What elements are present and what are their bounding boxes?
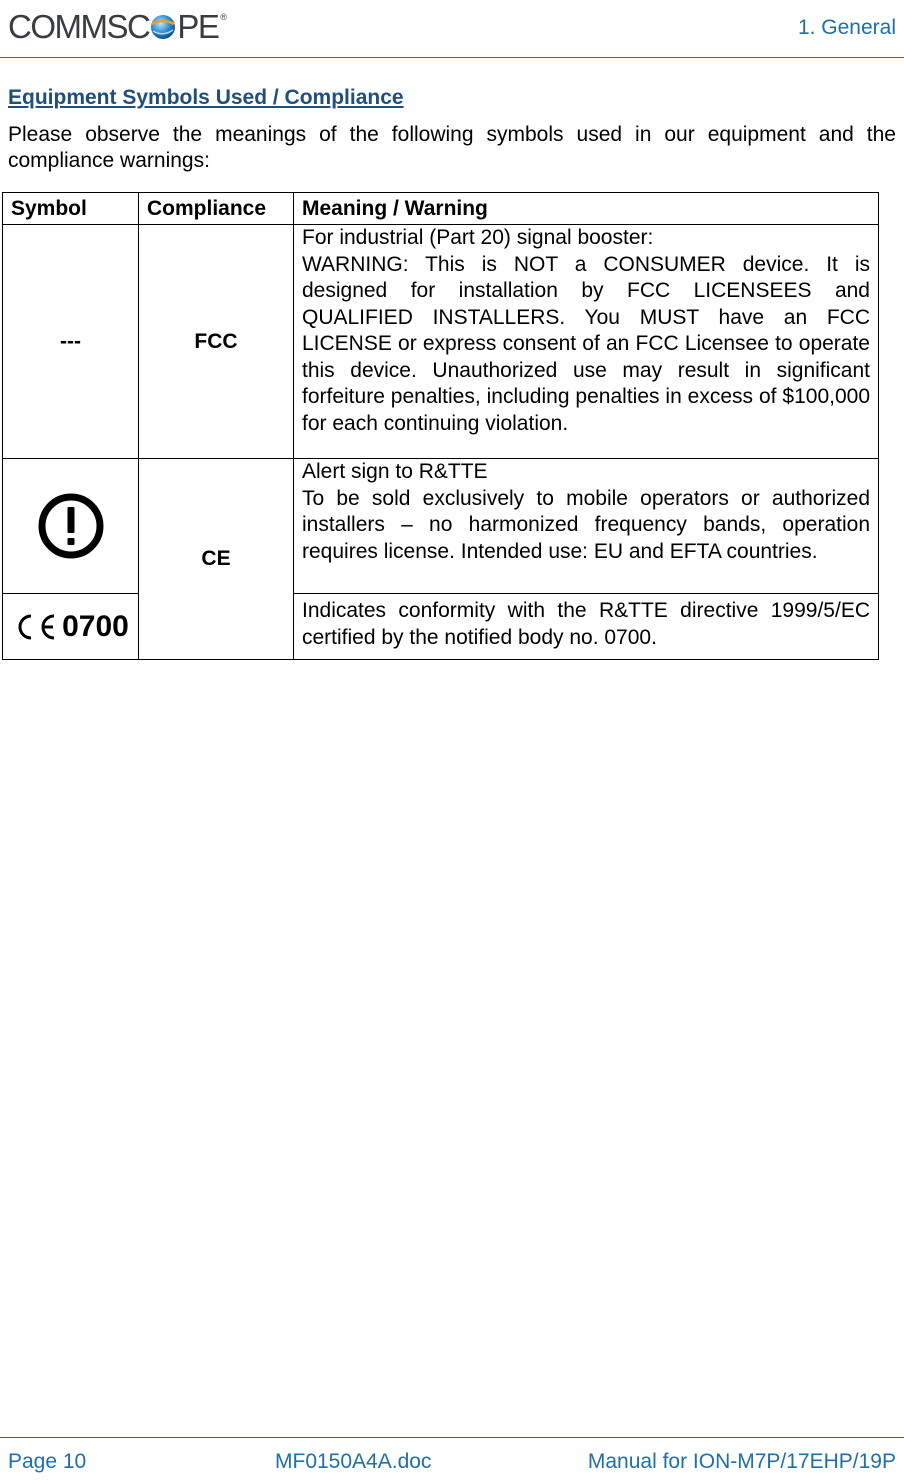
ce-mark-icon [12,612,58,642]
section-title: Equipment Symbols Used / Compliance [8,86,404,109]
header-symbol: Symbol [3,193,139,225]
ce-mark [7,610,134,644]
manual-title: Manual for ION-M7P/17EHP/19P [587,1450,896,1473]
compliance-cell: FCC [139,225,294,459]
meaning-body: To be sold exclusively to mobile operators or authorized installers – no harmonized frequency bands, operation requires license. Intended use: EU and EFTA countries. [302,486,870,563]
meaning-cell [294,225,879,459]
compliance-cell: CE [139,459,294,660]
logo-text-left: COMMSC [8,8,150,45]
globe-icon [149,12,177,42]
page-number: Page 10 [8,1450,87,1473]
meaning-body: WARNING: This is NOT a CONSUMER device. It is designed for installation by FCC LICENSEES and QUALIFIED INSTALLERS. You MUST have an FCC LICENSE or express consent of an FCC Licensee to operate this device. Unauthorized use may result in significant forfeiture penalties, including penalties in excess of $100,000 for each continuing violation. [302,252,870,435]
header-meaning: Meaning / Warning [294,193,879,225]
meaning-cell [294,459,879,594]
notified-body-number: 0700 [62,609,129,643]
symbol-cell [3,459,139,594]
page-footer [0,1437,904,1483]
symbol-cell: --- [3,225,139,459]
symbol-cell [3,594,139,660]
table-row [3,594,879,660]
alert-icon [37,492,105,560]
intro-paragraph: Please observe the meanings of the following symbols used in our equipment and the compliance warnings: [8,123,896,172]
commscope-logo [8,8,227,46]
page-content [8,86,896,184]
meaning-title: Alert sign to R&TTE [302,460,488,483]
page-header [0,0,904,58]
symbols-table [2,192,879,660]
logo-text-right: PE [177,8,219,45]
table-row [3,459,879,594]
registered-mark: ® [220,12,227,22]
doc-name: MF0150A4A.doc [275,1450,432,1473]
table-row [3,225,879,459]
meaning-title: For industrial (Part 20) signal booster: [302,226,654,249]
chapter-title: 1. General [797,16,896,39]
header-compliance: Compliance [139,193,294,225]
meaning-body: Indicates conformity with the R&TTE directive 1999/5/EC certified by the notified body no. 0700. [302,599,870,649]
meaning-cell [294,594,879,660]
table-header-row [3,193,879,225]
